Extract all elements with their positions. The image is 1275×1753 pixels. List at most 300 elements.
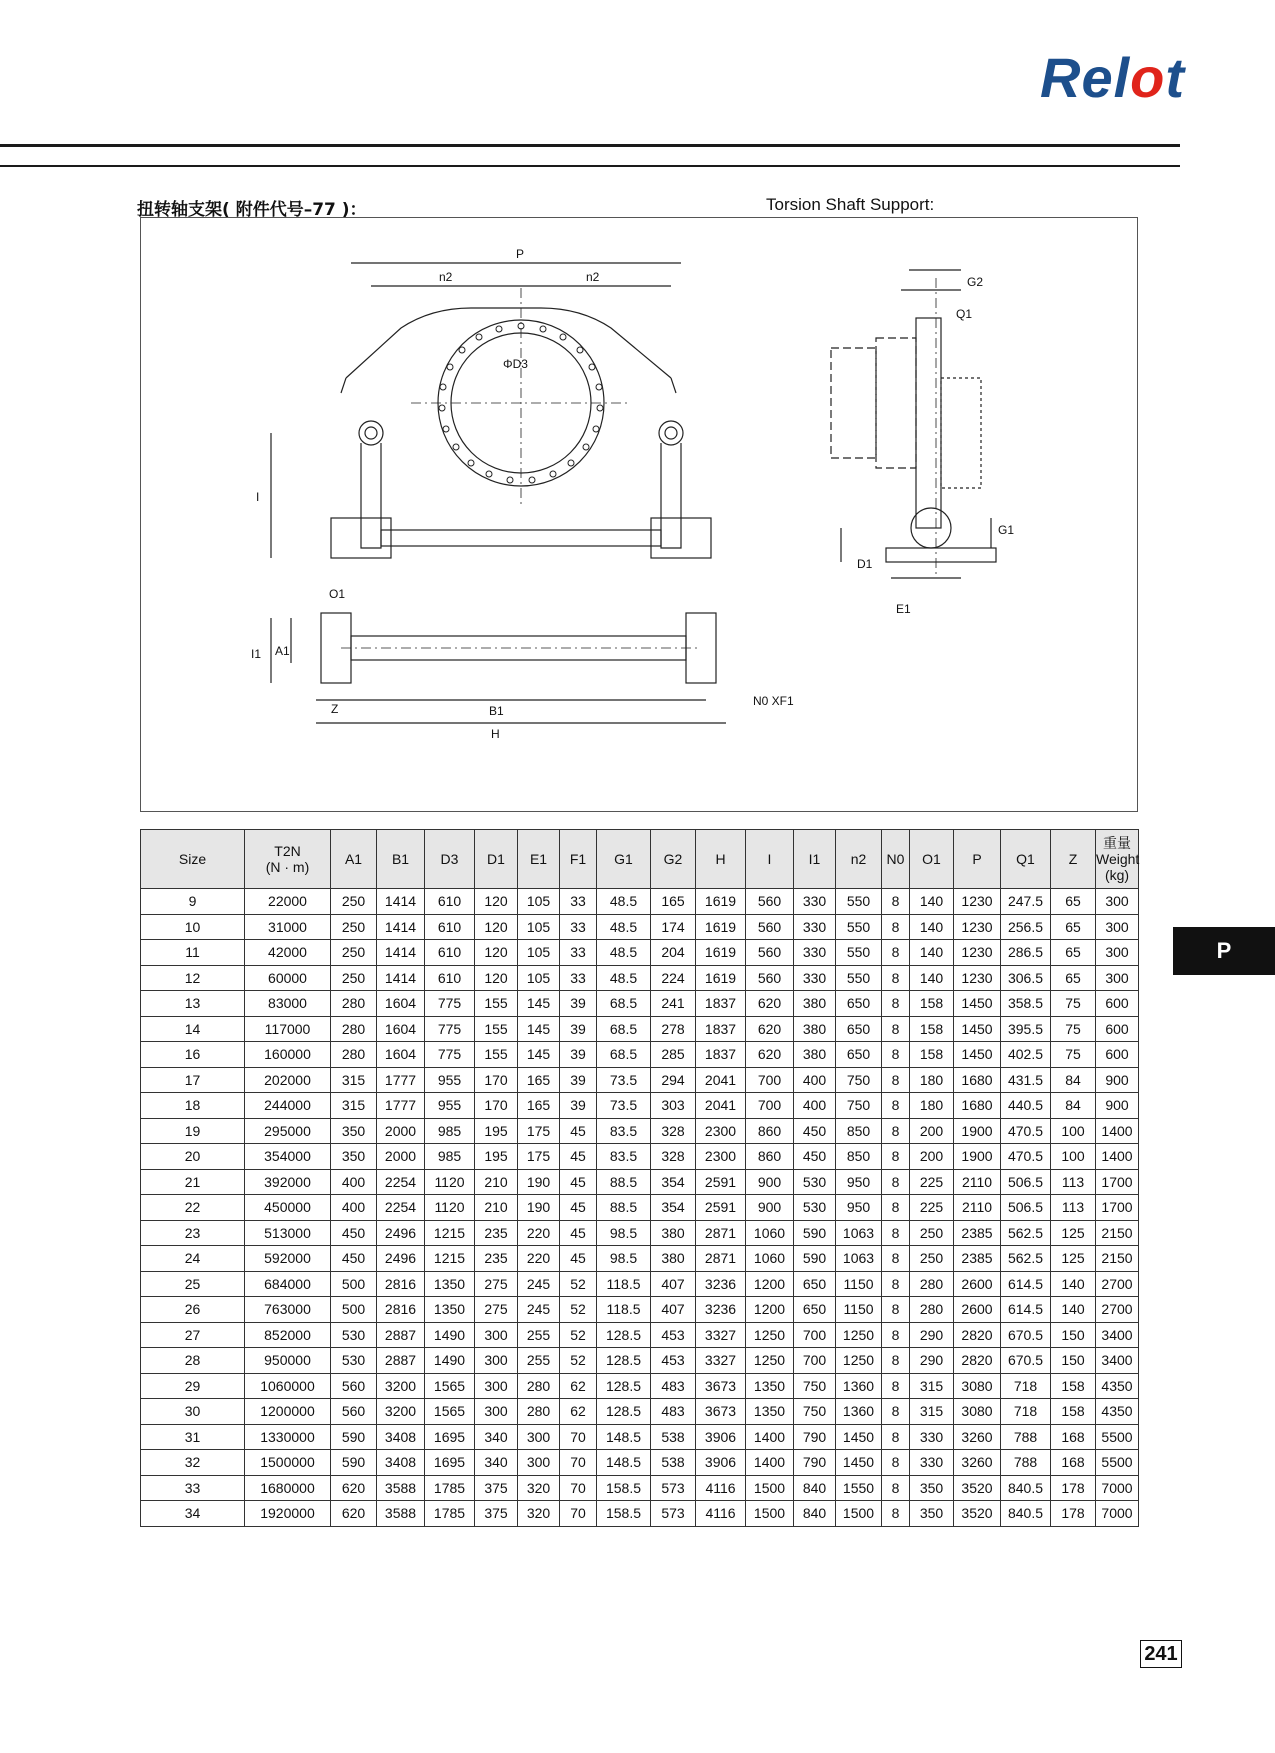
- table-cell: 12: [141, 965, 245, 991]
- table-cell: 34: [141, 1501, 245, 1527]
- table-cell: 27: [141, 1322, 245, 1348]
- table-cell: 8: [882, 965, 910, 991]
- table-row: [141, 1424, 1139, 1450]
- table-cell: 3080: [954, 1399, 1001, 1425]
- column-header: P: [954, 830, 1001, 889]
- table-cell: 4350: [1096, 1373, 1139, 1399]
- table-cell: 148.5: [597, 1424, 651, 1450]
- table-cell: 1700: [1096, 1195, 1139, 1221]
- table-cell: 610: [425, 940, 475, 966]
- table-cell: 2150: [1096, 1246, 1139, 1272]
- table-cell: 300: [1096, 965, 1139, 991]
- table-cell: 224: [651, 965, 696, 991]
- table-cell: 48.5: [597, 914, 651, 940]
- table-cell: 1400: [746, 1450, 794, 1476]
- table-cell: 1450: [954, 1016, 1001, 1042]
- table-cell: 13: [141, 991, 245, 1017]
- table-cell: 900: [746, 1195, 794, 1221]
- table-cell: 1150: [836, 1297, 882, 1323]
- table-cell: 470.5: [1001, 1144, 1051, 1170]
- table-cell: 3520: [954, 1501, 1001, 1527]
- table-cell: 2041: [696, 1067, 746, 1093]
- table-cell: 1360: [836, 1373, 882, 1399]
- table-cell: 180: [910, 1067, 954, 1093]
- table-cell: 590: [331, 1450, 377, 1476]
- table-cell: 8: [882, 1016, 910, 1042]
- table-cell: 1350: [746, 1399, 794, 1425]
- table-cell: 530: [794, 1195, 836, 1221]
- table-cell: 375: [475, 1501, 518, 1527]
- table-cell: 250: [910, 1220, 954, 1246]
- table-cell: 83.5: [597, 1144, 651, 1170]
- table-cell: 400: [331, 1169, 377, 1195]
- dim-label-i1: I1: [251, 647, 262, 661]
- column-header: B1: [377, 830, 425, 889]
- table-cell: 33: [560, 940, 597, 966]
- table-cell: 610: [425, 965, 475, 991]
- table-cell: 2300: [696, 1118, 746, 1144]
- table-cell: 286.5: [1001, 940, 1051, 966]
- table-cell: 1604: [377, 1016, 425, 1042]
- table-cell: 1250: [836, 1348, 882, 1374]
- table-cell: 31000: [245, 914, 331, 940]
- dim-label-n2-left: n2: [439, 270, 453, 284]
- table-cell: 113: [1051, 1169, 1096, 1195]
- table-cell: 140: [1051, 1271, 1096, 1297]
- table-cell: 33: [141, 1475, 245, 1501]
- table-cell: 700: [746, 1093, 794, 1119]
- table-cell: 358.5: [1001, 991, 1051, 1017]
- table-cell: 48.5: [597, 940, 651, 966]
- table-cell: 195: [475, 1144, 518, 1170]
- table-row: [141, 1399, 1139, 1425]
- table-cell: 275: [475, 1271, 518, 1297]
- column-header: n2: [836, 830, 882, 889]
- table-cell: 128.5: [597, 1399, 651, 1425]
- table-cell: 3520: [954, 1475, 1001, 1501]
- dim-label-e1: E1: [896, 602, 911, 616]
- table-cell: 8: [882, 1450, 910, 1476]
- table-cell: 650: [794, 1271, 836, 1297]
- table-cell: 300: [475, 1399, 518, 1425]
- table-cell: 8: [882, 889, 910, 915]
- page-number: 241: [1140, 1640, 1182, 1668]
- table-cell: 1250: [836, 1322, 882, 1348]
- table-cell: 1400: [1096, 1118, 1139, 1144]
- table-cell: 22000: [245, 889, 331, 915]
- table-cell: 550: [836, 889, 882, 915]
- table-cell: 8: [882, 1501, 910, 1527]
- table-cell: 1619: [696, 940, 746, 966]
- table-cell: 2591: [696, 1195, 746, 1221]
- column-header: D1: [475, 830, 518, 889]
- table-cell: 98.5: [597, 1246, 651, 1272]
- table-cell: 402.5: [1001, 1042, 1051, 1068]
- table-cell: 48.5: [597, 889, 651, 915]
- table-row: [141, 1093, 1139, 1119]
- table-cell: 315: [910, 1373, 954, 1399]
- table-cell: 955: [425, 1093, 475, 1119]
- table-cell: 255: [518, 1348, 560, 1374]
- table-cell: 105: [518, 965, 560, 991]
- table-cell: 3408: [377, 1450, 425, 1476]
- table-cell: 590: [794, 1220, 836, 1246]
- table-cell: 450000: [245, 1195, 331, 1221]
- technical-drawing: [140, 217, 1138, 812]
- table-cell: 380: [651, 1220, 696, 1246]
- table-cell: 8: [882, 1220, 910, 1246]
- table-cell: 303: [651, 1093, 696, 1119]
- table-cell: 178: [1051, 1501, 1096, 1527]
- table-cell: 450: [794, 1144, 836, 1170]
- table-cell: 1350: [425, 1297, 475, 1323]
- table-cell: 1400: [746, 1424, 794, 1450]
- column-header: O1: [910, 830, 954, 889]
- table-cell: 88.5: [597, 1195, 651, 1221]
- column-header: Size: [141, 830, 245, 889]
- table-cell: 440.5: [1001, 1093, 1051, 1119]
- table-row: [141, 1348, 1139, 1374]
- table-cell: 788: [1001, 1424, 1051, 1450]
- table-cell: 1777: [377, 1093, 425, 1119]
- table-cell: 560: [331, 1399, 377, 1425]
- table-cell: 1777: [377, 1067, 425, 1093]
- table-cell: 4116: [696, 1501, 746, 1527]
- table-cell: 2000: [377, 1144, 425, 1170]
- table-cell: 1604: [377, 991, 425, 1017]
- table-cell: 105: [518, 914, 560, 940]
- table-cell: 3588: [377, 1475, 425, 1501]
- table-cell: 1150: [836, 1271, 882, 1297]
- table-cell: 620: [746, 1016, 794, 1042]
- table-header-row: [141, 830, 1139, 889]
- table-cell: 247.5: [1001, 889, 1051, 915]
- table-cell: 155: [475, 991, 518, 1017]
- table-cell: 400: [794, 1067, 836, 1093]
- table-cell: 1360: [836, 1399, 882, 1425]
- table-cell: 155: [475, 1016, 518, 1042]
- table-cell: 775: [425, 1042, 475, 1068]
- table-cell: 900: [1096, 1093, 1139, 1119]
- table-cell: 8: [882, 1373, 910, 1399]
- table-cell: 506.5: [1001, 1169, 1051, 1195]
- table-cell: 450: [331, 1220, 377, 1246]
- table-cell: 600: [1096, 1042, 1139, 1068]
- table-cell: 700: [794, 1348, 836, 1374]
- table-cell: 3200: [377, 1399, 425, 1425]
- table-cell: 3673: [696, 1399, 746, 1425]
- table-cell: 20: [141, 1144, 245, 1170]
- table-cell: 1920000: [245, 1501, 331, 1527]
- table-cell: 1215: [425, 1220, 475, 1246]
- table-cell: 98.5: [597, 1220, 651, 1246]
- table-cell: 1200000: [245, 1399, 331, 1425]
- table-cell: 400: [794, 1093, 836, 1119]
- table-cell: 950: [836, 1195, 882, 1221]
- table-cell: 8: [882, 991, 910, 1017]
- table-cell: 145: [518, 991, 560, 1017]
- table-cell: 2600: [954, 1271, 1001, 1297]
- table-cell: 513000: [245, 1220, 331, 1246]
- table-cell: 45: [560, 1220, 597, 1246]
- table-cell: 170: [475, 1067, 518, 1093]
- table-cell: 280: [331, 1016, 377, 1042]
- table-cell: 275: [475, 1297, 518, 1323]
- table-cell: 300: [475, 1373, 518, 1399]
- table-cell: 294: [651, 1067, 696, 1093]
- table-cell: 1330000: [245, 1424, 331, 1450]
- table-row: [141, 1501, 1139, 1527]
- table-cell: 620: [331, 1475, 377, 1501]
- table-cell: 562.5: [1001, 1220, 1051, 1246]
- table-cell: 160000: [245, 1042, 331, 1068]
- table-cell: 718: [1001, 1399, 1051, 1425]
- table-cell: 31: [141, 1424, 245, 1450]
- table-cell: 2385: [954, 1220, 1001, 1246]
- table-cell: 1450: [836, 1424, 882, 1450]
- table-cell: 2041: [696, 1093, 746, 1119]
- table-cell: 8: [882, 1475, 910, 1501]
- table-cell: 483: [651, 1373, 696, 1399]
- table-cell: 158.5: [597, 1501, 651, 1527]
- table-row: [141, 1271, 1139, 1297]
- table-cell: 1565: [425, 1373, 475, 1399]
- table-cell: 1680000: [245, 1475, 331, 1501]
- table-cell: 560: [746, 914, 794, 940]
- table-cell: 450: [794, 1118, 836, 1144]
- table-cell: 88.5: [597, 1169, 651, 1195]
- table-cell: 195: [475, 1118, 518, 1144]
- table-cell: 175: [518, 1144, 560, 1170]
- table-cell: 1900: [954, 1118, 1001, 1144]
- table-cell: 530: [794, 1169, 836, 1195]
- table-cell: 4116: [696, 1475, 746, 1501]
- section-tab: P: [1173, 927, 1275, 975]
- table-cell: 1500: [746, 1475, 794, 1501]
- header-rule-bottom: [0, 165, 1180, 167]
- table-cell: 23: [141, 1220, 245, 1246]
- table-cell: 380: [794, 1042, 836, 1068]
- table-cell: 290: [910, 1322, 954, 1348]
- dim-label-g1: G1: [998, 523, 1015, 537]
- table-cell: 470.5: [1001, 1118, 1051, 1144]
- table-cell: 70: [560, 1475, 597, 1501]
- table-cell: 3236: [696, 1297, 746, 1323]
- table-cell: 105: [518, 889, 560, 915]
- table-cell: 290: [910, 1348, 954, 1374]
- column-header: Q1: [1001, 830, 1051, 889]
- table-cell: 500: [331, 1271, 377, 1297]
- table-cell: 354000: [245, 1144, 331, 1170]
- table-cell: 407: [651, 1271, 696, 1297]
- table-cell: 1700: [1096, 1169, 1139, 1195]
- table-cell: 840: [794, 1475, 836, 1501]
- table-cell: 73.5: [597, 1067, 651, 1093]
- table-row: [141, 1220, 1139, 1246]
- table-cell: 204: [651, 940, 696, 966]
- table-cell: 614.5: [1001, 1297, 1051, 1323]
- table-cell: 2254: [377, 1195, 425, 1221]
- table-cell: 4350: [1096, 1399, 1139, 1425]
- table-cell: 158: [910, 1042, 954, 1068]
- table-cell: 8: [882, 1169, 910, 1195]
- table-cell: 985: [425, 1144, 475, 1170]
- table-cell: 33: [560, 965, 597, 991]
- table-cell: 14: [141, 1016, 245, 1042]
- table-cell: 315: [331, 1093, 377, 1119]
- table-cell: 155: [475, 1042, 518, 1068]
- table-cell: 39: [560, 991, 597, 1017]
- section-title-english: Torsion Shaft Support:: [766, 195, 935, 214]
- dim-label-n0xf1: N0 XF1: [753, 694, 794, 708]
- table-cell: 354: [651, 1195, 696, 1221]
- table-cell: 250: [910, 1246, 954, 1272]
- table-cell: 48.5: [597, 965, 651, 991]
- table-cell: 16: [141, 1042, 245, 1068]
- table-row: [141, 914, 1139, 940]
- table-cell: 39: [560, 1067, 597, 1093]
- table-cell: 120: [475, 965, 518, 991]
- table-cell: 560: [331, 1373, 377, 1399]
- table-cell: 158.5: [597, 1475, 651, 1501]
- table-cell: 1680: [954, 1067, 1001, 1093]
- table-cell: 128.5: [597, 1373, 651, 1399]
- table-cell: 1060000: [245, 1373, 331, 1399]
- table-cell: 255: [518, 1322, 560, 1348]
- table-cell: 25: [141, 1271, 245, 1297]
- table-cell: 1450: [836, 1450, 882, 1476]
- table-cell: 3673: [696, 1373, 746, 1399]
- table-cell: 328: [651, 1144, 696, 1170]
- table-cell: 1490: [425, 1322, 475, 1348]
- column-header: F1: [560, 830, 597, 889]
- table-cell: 22: [141, 1195, 245, 1221]
- dim-label-p: P: [516, 247, 525, 261]
- table-cell: 210: [475, 1195, 518, 1221]
- table-cell: 39: [560, 1093, 597, 1119]
- table-cell: 84: [1051, 1067, 1096, 1093]
- table-cell: 350: [331, 1144, 377, 1170]
- table-cell: 600: [1096, 991, 1139, 1017]
- table-cell: 395.5: [1001, 1016, 1051, 1042]
- table-cell: 3400: [1096, 1348, 1139, 1374]
- table-cell: 100: [1051, 1118, 1096, 1144]
- table-cell: 1230: [954, 940, 1001, 966]
- table-cell: 83000: [245, 991, 331, 1017]
- table-cell: 350: [331, 1118, 377, 1144]
- table-cell: 350: [910, 1475, 954, 1501]
- table-cell: 68.5: [597, 991, 651, 1017]
- table-cell: 210: [475, 1169, 518, 1195]
- table-cell: 610: [425, 889, 475, 915]
- table-cell: 2700: [1096, 1297, 1139, 1323]
- table-cell: 65: [1051, 889, 1096, 915]
- table-cell: 165: [651, 889, 696, 915]
- table-cell: 225: [910, 1195, 954, 1221]
- table-cell: 117000: [245, 1016, 331, 1042]
- table-cell: 150: [1051, 1322, 1096, 1348]
- table-cell: 550: [836, 914, 882, 940]
- table-cell: 3588: [377, 1501, 425, 1527]
- table-cell: 2496: [377, 1220, 425, 1246]
- table-cell: 125: [1051, 1220, 1096, 1246]
- table-cell: 600: [1096, 1016, 1139, 1042]
- table-cell: 450: [331, 1246, 377, 1272]
- table-cell: 39: [560, 1016, 597, 1042]
- table-cell: 8: [882, 1271, 910, 1297]
- table-cell: 300: [518, 1424, 560, 1450]
- table-cell: 1215: [425, 1246, 475, 1272]
- table-cell: 68.5: [597, 1042, 651, 1068]
- table-cell: 241: [651, 991, 696, 1017]
- dim-label-h: H: [491, 727, 500, 741]
- table-cell: 8: [882, 1348, 910, 1374]
- table-cell: 280: [331, 1042, 377, 1068]
- table-cell: 2254: [377, 1169, 425, 1195]
- table-cell: 380: [794, 1016, 836, 1042]
- table-cell: 788: [1001, 1450, 1051, 1476]
- table-cell: 1414: [377, 965, 425, 991]
- table-cell: 350: [910, 1501, 954, 1527]
- dim-label-a1: A1: [275, 644, 290, 658]
- table-cell: 790: [794, 1450, 836, 1476]
- column-header: H: [696, 830, 746, 889]
- table-cell: 45: [560, 1246, 597, 1272]
- table-cell: 29: [141, 1373, 245, 1399]
- table-cell: 280: [518, 1373, 560, 1399]
- table-cell: 65: [1051, 940, 1096, 966]
- table-cell: 1695: [425, 1424, 475, 1450]
- table-cell: 1414: [377, 914, 425, 940]
- table-cell: 62: [560, 1399, 597, 1425]
- table-cell: 1785: [425, 1475, 475, 1501]
- table-cell: 158: [1051, 1373, 1096, 1399]
- table-cell: 950: [836, 1169, 882, 1195]
- table-cell: 1550: [836, 1475, 882, 1501]
- table-cell: 955: [425, 1067, 475, 1093]
- spec-table: [140, 829, 1139, 1527]
- table-cell: 62: [560, 1373, 597, 1399]
- table-cell: 45: [560, 1169, 597, 1195]
- table-cell: 2110: [954, 1169, 1001, 1195]
- relot-logo: Relot: [1040, 46, 1186, 109]
- table-cell: 750: [836, 1067, 882, 1093]
- table-cell: 148.5: [597, 1450, 651, 1476]
- table-cell: 1500: [746, 1501, 794, 1527]
- table-cell: 295000: [245, 1118, 331, 1144]
- table-cell: 11: [141, 940, 245, 966]
- table-cell: 33: [560, 914, 597, 940]
- table-cell: 2700: [1096, 1271, 1139, 1297]
- table-cell: 65: [1051, 914, 1096, 940]
- table-cell: 775: [425, 991, 475, 1017]
- table-cell: 8: [882, 1144, 910, 1170]
- table-cell: 244000: [245, 1093, 331, 1119]
- table-cell: 3236: [696, 1271, 746, 1297]
- table-cell: 190: [518, 1169, 560, 1195]
- table-row: [141, 1016, 1139, 1042]
- table-cell: 83.5: [597, 1118, 651, 1144]
- table-cell: 165: [518, 1067, 560, 1093]
- table-cell: 2820: [954, 1322, 1001, 1348]
- table-row: [141, 965, 1139, 991]
- table-cell: 278: [651, 1016, 696, 1042]
- table-cell: 1837: [696, 1042, 746, 1068]
- table-cell: 700: [746, 1067, 794, 1093]
- column-header: I: [746, 830, 794, 889]
- table-cell: 120: [475, 889, 518, 915]
- table-cell: 1063: [836, 1246, 882, 1272]
